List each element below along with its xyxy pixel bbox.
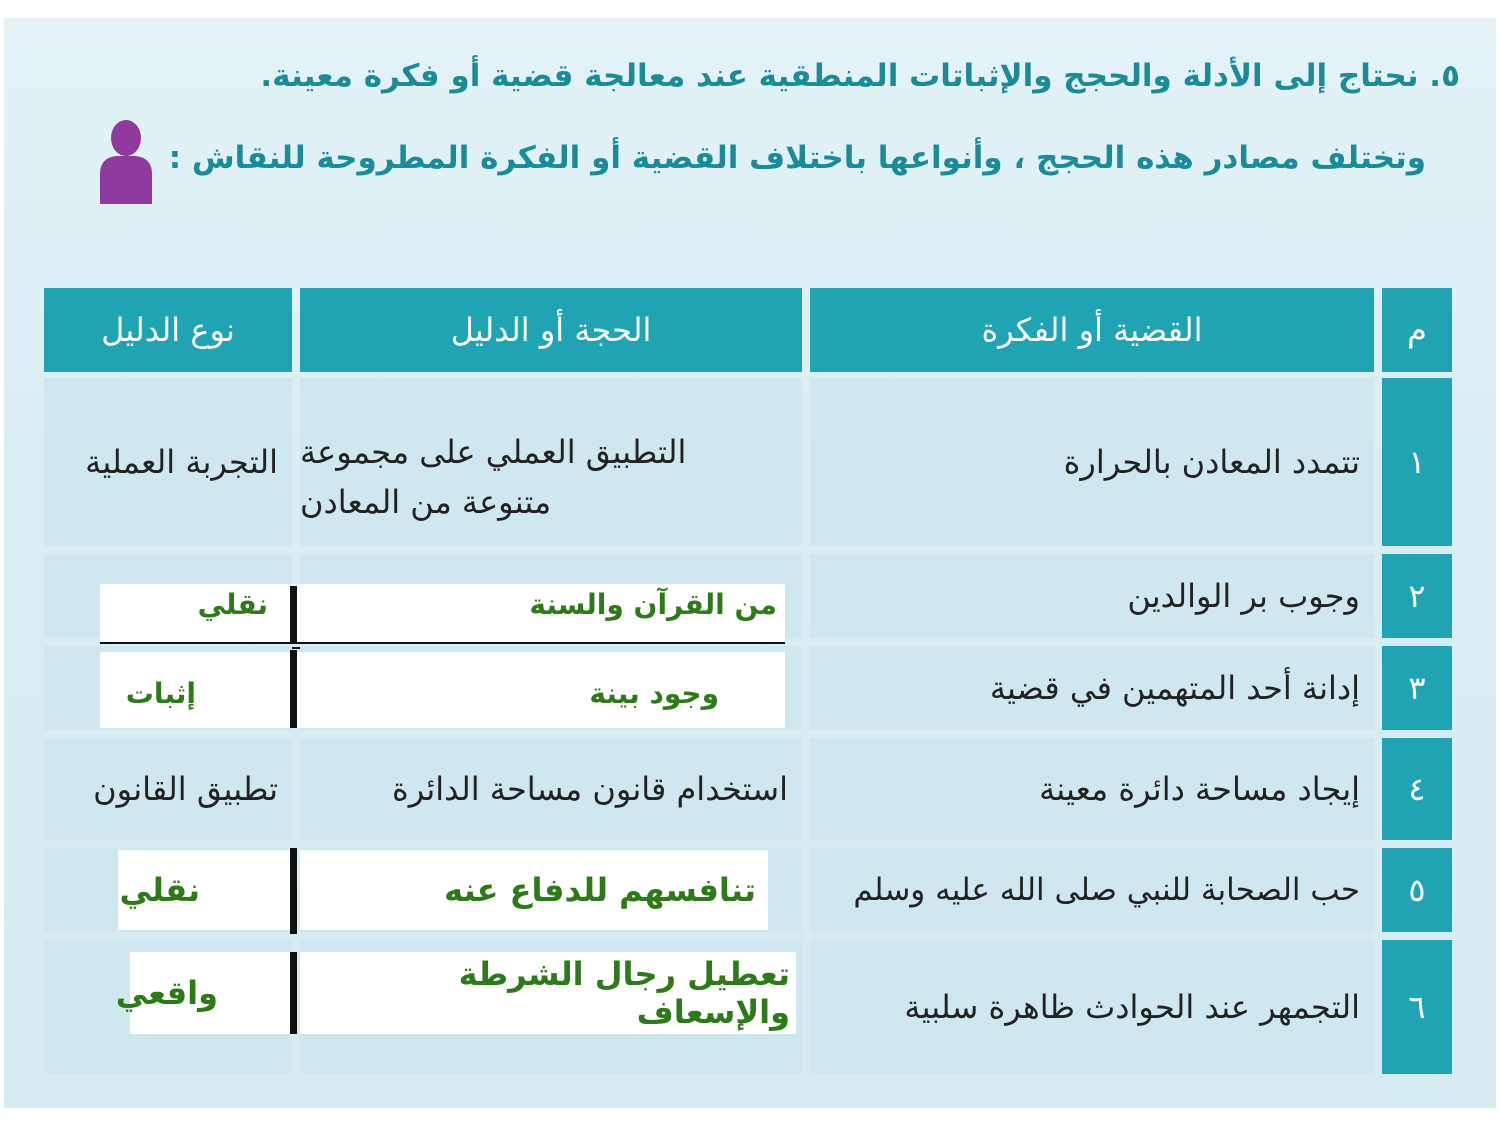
row-issue: إدانة أحد المتهمين في قضية bbox=[810, 646, 1374, 730]
row-issue: التجمهر عند الحوادث ظاهرة سلبية bbox=[810, 940, 1374, 1074]
header-type: نوع الدليل bbox=[44, 288, 292, 372]
row-evidence-line: التطبيق العملي على مجموعة bbox=[300, 433, 687, 471]
row-type: نقلي bbox=[100, 584, 290, 624]
row-evidence: استخدام قانون مساحة الدائرة bbox=[300, 738, 802, 840]
row-evidence: تنافسهم للدفاع عنه bbox=[300, 850, 768, 930]
row-evidence: من القرآن والسنة bbox=[300, 584, 785, 624]
divider bbox=[100, 642, 785, 644]
person-icon bbox=[96, 118, 156, 204]
row-type: التجربة العملية bbox=[44, 378, 292, 546]
row-issue: إيجاد مساحة دائرة معينة bbox=[810, 738, 1374, 840]
divider bbox=[290, 650, 297, 728]
row-evidence: وجود بينة bbox=[300, 660, 785, 726]
row-type: نقلي bbox=[118, 850, 290, 930]
row-num: ٣ bbox=[1382, 646, 1452, 730]
row-num: ٦ bbox=[1382, 940, 1452, 1074]
row-issue: حب الصحابة للنبي صلى الله عليه وسلم bbox=[810, 848, 1374, 932]
row-num: ٥ bbox=[1382, 848, 1452, 932]
row-type: واقعي bbox=[130, 952, 290, 1034]
question-subheading: وتختلف مصادر هذه الحجج ، وأنواعها باختلاف القضية أو الفكرة المطروحة للنقاش : bbox=[168, 140, 1426, 176]
divider bbox=[290, 586, 297, 644]
row-num: ٢ bbox=[1382, 554, 1452, 638]
row-type: تطبيق القانون bbox=[44, 738, 292, 840]
row-evidence: تعطيل رجال الشرطة والإسعاف bbox=[300, 952, 796, 1034]
row-num: ١ bbox=[1382, 378, 1452, 546]
row-evidence bbox=[300, 378, 802, 546]
divider bbox=[290, 952, 297, 1034]
row-num: ٤ bbox=[1382, 738, 1452, 840]
row-issue: تتمدد المعادن بالحرارة bbox=[810, 378, 1374, 546]
row-type: إثبات bbox=[100, 660, 290, 726]
header-num: م bbox=[1382, 288, 1452, 372]
row-evidence-line: متنوعة من المعادن bbox=[300, 483, 552, 521]
question-heading: ٥. نحتاج إلى الأدلة والحجج والإثباتات المنطقية عند معالجة قضية أو فكرة معينة. bbox=[260, 58, 1460, 94]
row-issue: وجوب بر الوالدين bbox=[810, 554, 1374, 638]
divider bbox=[290, 848, 297, 934]
header-issue: القضية أو الفكرة bbox=[810, 288, 1374, 372]
header-evidence: الحجة أو الدليل bbox=[300, 288, 802, 372]
